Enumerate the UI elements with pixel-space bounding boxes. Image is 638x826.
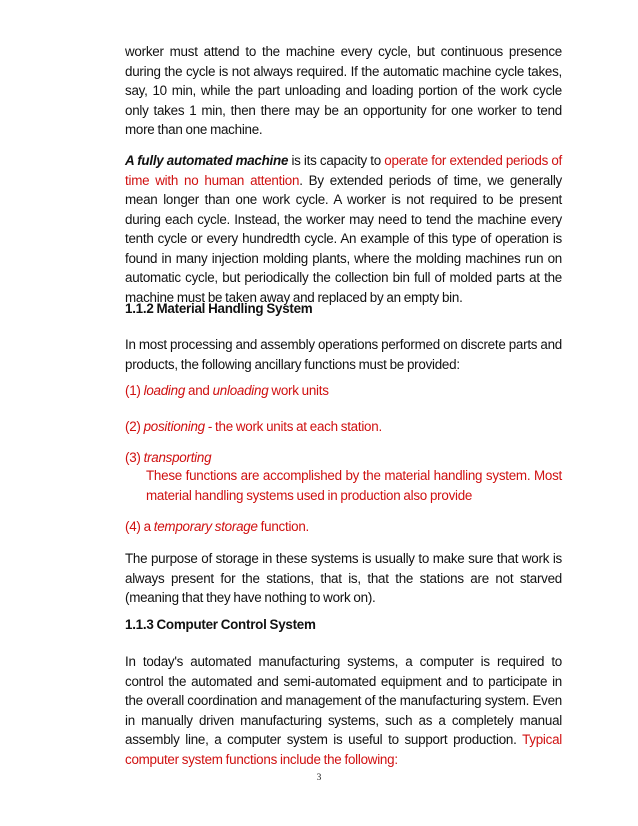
paragraph-fully-automated xyxy=(125,151,562,307)
paragraph-ancillary-functions: In most processing and assembly operations performed on discrete parts and products, the following ancillary functions must be provided: xyxy=(125,337,562,372)
term-transporting: transporting xyxy=(143,450,212,465)
highlight-computer-functions: Typical computer system functions include the following: xyxy=(125,732,562,767)
function-item-1: (1) loading and unloading work units xyxy=(125,383,329,398)
paragraph-fragment: . By extended periods of time, we generally mean longer than one work cycle. A worker is not required to be present during each cycle. Instead, the worker may need to tend the machine every tenth cycle or every hundredth cycle. An example of this type of operation is found in many injection molding plants, where the molding machines run on automatic cycle, but periodically the collection bin full of molded parts at the machine must be taken away and replaced by an empty bin. xyxy=(125,172,562,305)
section-heading-computer-control: 1.1.3 Computer Control System xyxy=(125,617,316,632)
function-item-2: (2) positioning - the work units at each station. xyxy=(125,419,382,434)
section-heading-material-handling: 1.1.2 Material Handling System xyxy=(125,301,313,316)
term-fully-automated-machine: A fully automated machine xyxy=(125,153,289,168)
term-unloading: unloading xyxy=(212,383,269,398)
function-item-4: (4) a temporary storage function. xyxy=(125,519,310,534)
term-loading: loading xyxy=(143,383,186,398)
paragraph-operator-attention: worker must attend to the machine every cycle, but continuous presence during the cycle is not always required. If the automatic machine cycle takes, say, 10 min, while the part unloading and loading portion of the work cycle only takes 1 min, then there may be an opportunity for one worker to tend more than one machine. xyxy=(125,44,562,137)
highlight-extended-operation: operate for extended periods of time with no human attention xyxy=(125,153,562,188)
term-temporary-storage: temporary storage xyxy=(153,519,258,534)
paragraph-storage-purpose: The purpose of storage in these systems is usually to make sure that work is always present for the stations, that is, that the stations are not starved (meaning that they have nothing to work on). xyxy=(125,551,562,605)
function-item-3: (3) transporting xyxy=(125,450,212,465)
page-number: 3 xyxy=(316,773,322,783)
paragraph-fragment: is its capacity to xyxy=(288,153,385,168)
function-item-3-description: These functions are accomplished by the material handling system. Most material handling systems used in production also provide xyxy=(146,468,562,503)
paragraph-fragment: In today's automated manufacturing systems, a computer is required to control the automated and semi-automated equipment and to participate in the overall coordination and management of the manufacturing system. Even in manually driven manufacturing systems, such as a completely manual assembly line, a computer system is useful to support production. xyxy=(125,654,562,747)
paragraph-computer-control xyxy=(125,652,562,769)
term-positioning: positioning xyxy=(143,419,205,434)
